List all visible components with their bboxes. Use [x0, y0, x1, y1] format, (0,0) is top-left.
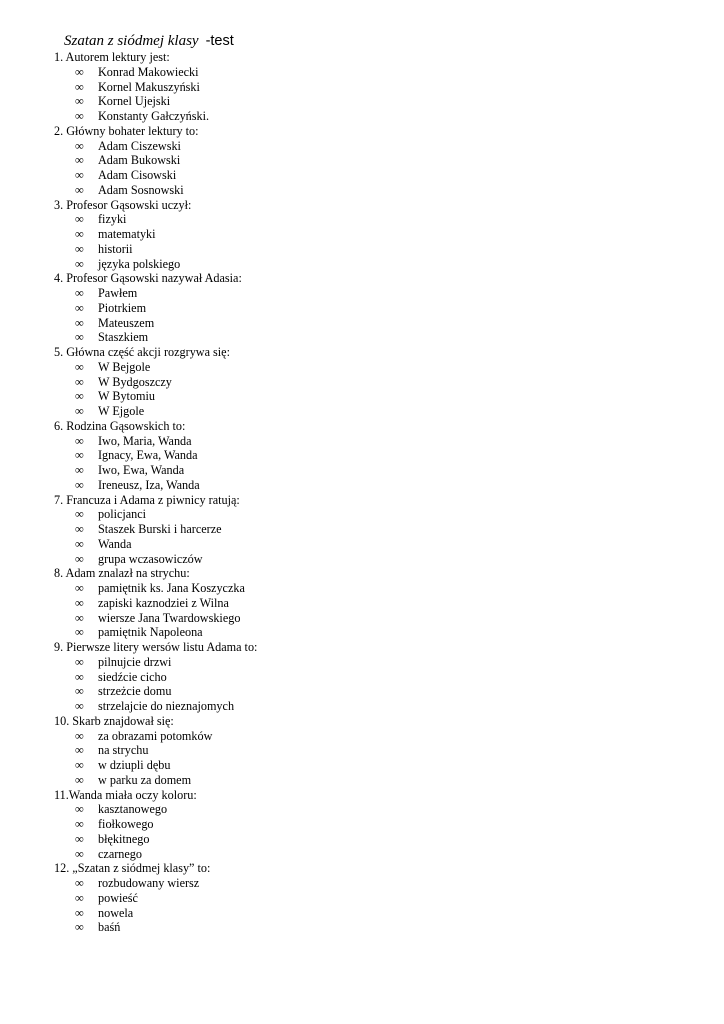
answer-option: [54, 522, 694, 537]
answer-option: [54, 257, 694, 272]
answer-option-text: Wanda: [98, 536, 132, 551]
answer-option-text: Adam Bukowski: [98, 153, 181, 168]
answer-option-text: Piotrkiem: [98, 300, 147, 315]
infinity-bullet-icon: ∞: [75, 389, 84, 404]
question-text: 1. Autorem lektury jest:: [54, 50, 170, 64]
answer-option: [54, 758, 694, 773]
infinity-bullet-icon: ∞: [75, 168, 84, 182]
answer-option-text: Konstanty Gałczyński.: [98, 109, 210, 123]
infinity-bullet-icon: ∞: [75, 920, 84, 935]
answer-option-text: siedźcie cicho: [98, 669, 167, 684]
answer-option-text: języka polskiego: [98, 256, 181, 271]
answer-option: [54, 581, 694, 596]
answer-option-text: Ireneusz, Iza, Wanda: [98, 477, 200, 492]
answer-option-text: strzeżcie domu: [98, 684, 172, 699]
answer-option: [54, 876, 694, 891]
question-text: 10. Skarb znajdował się:: [54, 713, 174, 728]
infinity-bullet-icon: ∞: [75, 404, 84, 418]
answer-option: [54, 891, 694, 906]
infinity-bullet-icon: ∞: [75, 595, 84, 610]
answer-option: [54, 404, 694, 419]
infinity-bullet-icon: ∞: [75, 138, 84, 153]
answer-option: [54, 168, 694, 183]
answer-option: [54, 301, 694, 316]
answer-option: [54, 139, 694, 154]
infinity-bullet-icon: ∞: [75, 625, 84, 640]
answer-option-text: Staszkiem: [98, 330, 149, 345]
answer-option-text: fizyki: [98, 212, 127, 227]
answer-option: [54, 655, 694, 670]
answer-option-text: w parku za domem: [98, 772, 192, 787]
infinity-bullet-icon: ∞: [75, 212, 84, 227]
question-block: [54, 271, 694, 345]
question-block: [54, 345, 694, 419]
infinity-bullet-icon: ∞: [75, 64, 84, 79]
infinity-bullet-icon: ∞: [75, 79, 84, 94]
answer-option-text: błękitnego: [98, 831, 150, 846]
answer-option: [54, 817, 694, 832]
answer-option-text: Iwo, Maria, Wanda: [98, 433, 192, 448]
answer-option: [54, 920, 694, 935]
answer-option-text: Staszek Burski i harcerze: [98, 522, 222, 536]
answer-option-text: Adam Cisowski: [98, 168, 177, 182]
infinity-bullet-icon: ∞: [75, 522, 84, 536]
answer-option: [54, 670, 694, 685]
question-block: [54, 50, 694, 124]
answer-option-text: strzelajcie do nieznajomych: [98, 699, 235, 713]
infinity-bullet-icon: ∞: [75, 610, 84, 625]
question-block: [54, 714, 694, 788]
question-block: [54, 566, 694, 640]
answer-option: [54, 65, 694, 80]
answer-option: [54, 625, 694, 640]
infinity-bullet-icon: ∞: [75, 94, 84, 109]
answer-option-text: Kornel Makuszyński: [98, 79, 200, 94]
infinity-bullet-icon: ∞: [75, 300, 84, 315]
question-text: 2. Główny bohater lektury to:: [54, 123, 199, 138]
infinity-bullet-icon: ∞: [75, 817, 84, 831]
infinity-bullet-icon: ∞: [75, 448, 84, 463]
answer-option-text: Konrad Makowiecki: [98, 64, 199, 79]
infinity-bullet-icon: ∞: [75, 256, 84, 271]
answer-option-text: W Bydgoszczy: [98, 374, 172, 389]
answer-option-text: pamiętnik ks. Jana Koszyczka: [98, 581, 245, 595]
question-text: 11.Wanda miała oczy koloru:: [54, 787, 197, 802]
infinity-bullet-icon: ∞: [75, 758, 84, 772]
answer-option-text: Adam Sosnowski: [98, 182, 184, 197]
infinity-bullet-icon: ∞: [75, 227, 84, 241]
infinity-bullet-icon: ∞: [75, 330, 84, 345]
infinity-bullet-icon: ∞: [75, 890, 84, 905]
answer-option-text: zapiski kaznodziei z Wilna: [98, 595, 229, 610]
answer-option-text: czarnego: [98, 846, 142, 861]
answer-option: [54, 448, 694, 463]
answer-option: [54, 906, 694, 921]
infinity-bullet-icon: ∞: [75, 772, 84, 787]
question-block: [54, 640, 694, 714]
question-block: [54, 198, 694, 272]
answer-option: [54, 478, 694, 493]
answer-option: [54, 242, 694, 257]
question-text: 4. Profesor Gąsowski nazywał Adasia:: [54, 271, 242, 286]
answer-option: [54, 153, 694, 168]
answer-option-text: Mateuszem: [98, 315, 155, 330]
infinity-bullet-icon: ∞: [75, 433, 84, 448]
answer-option: [54, 286, 694, 301]
question-text: 9. Pierwsze litery wersów listu Adama to:: [54, 640, 258, 654]
answer-option: [54, 773, 694, 788]
infinity-bullet-icon: ∞: [75, 153, 84, 168]
title-suffix: -test: [205, 33, 234, 49]
answer-option-text: powieść: [98, 890, 138, 905]
question-text: 8. Adam znalazł na strychu:: [54, 566, 190, 581]
answer-option-text: Pawłem: [98, 286, 138, 300]
answer-option-text: baśń: [98, 920, 121, 935]
question-text: 7. Francuza i Adama z piwnicy ratują:: [54, 492, 240, 507]
answer-option: [54, 375, 694, 390]
answer-option-text: kasztanowego: [98, 802, 168, 817]
answer-option-text: W Ejgole: [98, 404, 145, 418]
answer-option-text: na strychu: [98, 743, 149, 758]
answer-option: [54, 684, 694, 699]
answer-option: [54, 80, 694, 95]
question-text: 6. Rodzina Gąsowskich to:: [54, 418, 186, 433]
infinity-bullet-icon: ∞: [75, 315, 84, 330]
answer-option-text: policjanci: [98, 507, 147, 522]
answer-option-text: W Bejgole: [98, 359, 151, 374]
answer-option: [54, 847, 694, 862]
question-block: [54, 124, 694, 198]
infinity-bullet-icon: ∞: [75, 477, 84, 492]
answer-option-text: fiołkowego: [98, 817, 154, 831]
document-title: [64, 31, 234, 51]
question-text: 5. Główna część akcji rozgrywa się:: [54, 345, 230, 359]
answer-option: [54, 596, 694, 611]
answer-option-text: w dziupli dębu: [98, 758, 171, 772]
infinity-bullet-icon: ∞: [75, 876, 84, 890]
question-block: [54, 788, 694, 862]
answer-option-text: Kornel Ujejski: [98, 94, 171, 109]
infinity-bullet-icon: ∞: [75, 669, 84, 684]
answer-option: [54, 537, 694, 552]
infinity-bullet-icon: ∞: [75, 728, 84, 743]
infinity-bullet-icon: ∞: [75, 109, 84, 123]
infinity-bullet-icon: ∞: [75, 536, 84, 551]
answer-option-text: pamiętnik Napoleona: [98, 625, 203, 640]
infinity-bullet-icon: ∞: [75, 507, 84, 522]
infinity-bullet-icon: ∞: [75, 551, 84, 566]
answer-option: [54, 94, 694, 109]
answer-option: [54, 360, 694, 375]
answer-option: [54, 552, 694, 567]
answer-option: [54, 389, 694, 404]
answer-option: [54, 463, 694, 478]
answer-option-text: nowela: [98, 905, 134, 920]
infinity-bullet-icon: ∞: [75, 286, 84, 300]
answer-option: [54, 832, 694, 847]
question-block: [54, 493, 694, 567]
infinity-bullet-icon: ∞: [75, 374, 84, 389]
answer-option: [54, 434, 694, 449]
answer-option: [54, 212, 694, 227]
answer-option-text: rozbudowany wiersz: [98, 876, 200, 890]
answer-option-text: matematyki: [98, 227, 156, 241]
answer-option: [54, 699, 694, 714]
answer-option: [54, 227, 694, 242]
answer-option: [54, 802, 694, 817]
infinity-bullet-icon: ∞: [75, 581, 84, 595]
answer-option: [54, 316, 694, 331]
infinity-bullet-icon: ∞: [75, 463, 84, 477]
answer-option-text: W Bytomiu: [98, 389, 155, 404]
answer-option-text: Adam Ciszewski: [98, 138, 181, 153]
infinity-bullet-icon: ∞: [75, 831, 84, 846]
answer-option-text: Ignacy, Ewa, Wanda: [98, 448, 198, 463]
infinity-bullet-icon: ∞: [75, 241, 84, 256]
infinity-bullet-icon: ∞: [75, 846, 84, 861]
answer-option: [54, 743, 694, 758]
infinity-bullet-icon: ∞: [75, 905, 84, 920]
answer-option-text: pilnujcie drzwi: [98, 654, 172, 669]
answer-option: [54, 611, 694, 626]
question-block: [54, 419, 694, 493]
infinity-bullet-icon: ∞: [75, 182, 84, 197]
answer-option-text: Iwo, Ewa, Wanda: [98, 463, 185, 477]
question-text: 12. „Szatan z siódmej klasy” to:: [54, 861, 211, 876]
infinity-bullet-icon: ∞: [75, 684, 84, 699]
question-list: [54, 50, 694, 935]
infinity-bullet-icon: ∞: [75, 359, 84, 374]
question-text: 3. Profesor Gąsowski uczył:: [54, 197, 192, 212]
answer-option-text: wiersze Jana Twardowskiego: [98, 610, 241, 625]
answer-option-text: grupa wczasowiczów: [98, 551, 203, 566]
answer-option: [54, 330, 694, 345]
infinity-bullet-icon: ∞: [75, 802, 84, 817]
infinity-bullet-icon: ∞: [75, 699, 84, 713]
question-block: [54, 861, 694, 935]
answer-option-text: historii: [98, 241, 133, 256]
infinity-bullet-icon: ∞: [75, 654, 84, 669]
answer-option-text: za obrazami potomków: [98, 728, 213, 743]
answer-option: [54, 109, 694, 124]
title-book-name: Szatan z siódmej klasy: [64, 33, 199, 49]
answer-option: [54, 729, 694, 744]
answer-option: [54, 507, 694, 522]
infinity-bullet-icon: ∞: [75, 743, 84, 758]
answer-option: [54, 183, 694, 198]
